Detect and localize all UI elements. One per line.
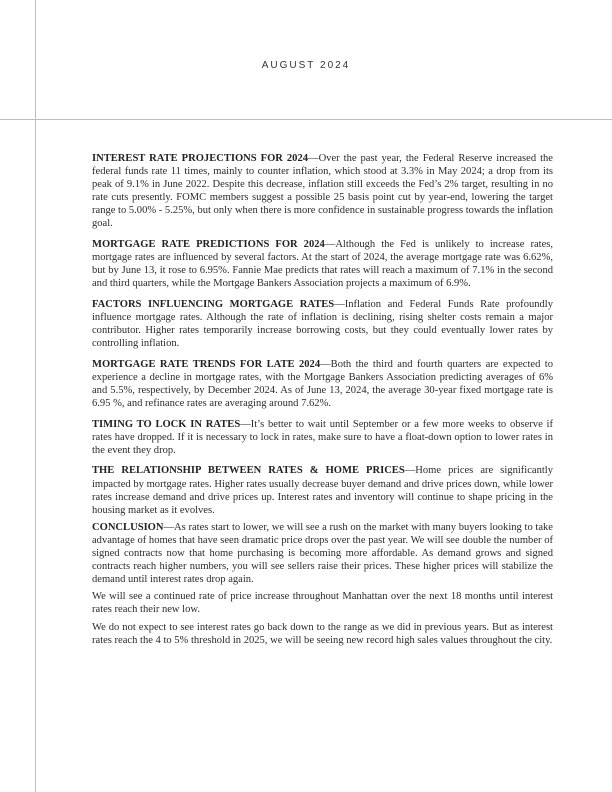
section-heading: MORTGAGE RATE PREDICTIONS FOR 2024: [92, 239, 325, 251]
article-body: [92, 152, 553, 651]
section-text: Although the Fed is unlikely to increase rates, mortgage rates are influenced by several factors. At the start of 2024, the average mortgage rate was 6.62%, but by June 13, it rose to 6.95%. Fannie Mae predicts that rates will reach a maximum of 7.1% in the second and third quarters, while the Mortgage Bankers Association projects a maximum of 6.9%.: [92, 239, 553, 290]
header-divider-rule: [0, 119, 612, 120]
section-text: As rates start to lower, we will see a rush on the market with many buyers looking to take advantage of homes that have seen dramatic price drops over the past year. We will see double the number of signed contracts now that home purchasing is becoming more affordable. As demand grows and signed contracts reach higher numbers, you will see sellers raise their prices. These higher prices will stabilize the demand until interest rates drop again.: [92, 521, 553, 586]
section-mortgage-rate-predictions: MORTGAGE RATE PREDICTIONS FOR 2024—Although the Fed is unlikely to increase rates, mortgage rates are influenced by several factors. At the start of 2024, the average mortgage rate was 6.62%, but by June 13, it rose to 6.95%. Fannie Mae predicts that rates will reach a maximum of 7.1% in the second and third quarters, while the Mortgage Bankers Association projects a maximum of 6.9%.: [92, 239, 553, 290]
closing-paragraph: We do not expect to see interest rates go back down to the range as we did in previous years. But as interest rates reach the 4 to 5% threshold in 2025, we will be seeing new record high sales values throughout the city.: [92, 621, 553, 646]
section-text: Over the past year, the Federal Reserve increased the federal funds rate 11 times, mainly to counter inflation, which stood at 3.3% in May 2024; a drop from its peak of 9.1% in June 2022. Despite this decrease, inflation still exceeds the Fed’s 2% target, resulting in no rate cuts presently. FOMC members suggest a possible 25 basis point cut by year-end, lowering the target range to 5.00% - 5.25%, but only when there is more confidence in sustainable progress towards the inflation goal.: [92, 153, 554, 230]
section-text: Inflation and Federal Funds Rate profoundly influence mortgage rates. Although the rate of inflation is declining, rising shelter costs remain a major contributor. Higher rates temporarily increase borrowing costs, but they could eventually lower rates by controlling inflation.: [92, 298, 553, 350]
section-conclusion: CONCLUSION—As rates start to lower, we will see a rush on the market with many buyers looking to take advantage of homes that have seen dramatic price drops over the past year. We will see double the number of signed contracts now that home purchasing is becoming more affordable. As demand grows and signed contracts reach higher numbers, you will see sellers raise their prices. These higher prices will stabilize the demand until interest rates drop again.: [92, 521, 553, 586]
section-mortgage-rate-trends: MORTGAGE RATE TRENDS FOR LATE 2024—Both the third and fourth quarters are expected to experience a decline in mortgage rates, with the Mortgage Bankers Association predicting averages of 6% and 5.5%, respectively, by December 2024. As of June 13, 2024, the average 30-year fixed mortgage rate is 6.95 %, and refinance rates are averaging around 7.62%.: [92, 358, 554, 410]
section-text: It’s better to wait until September or a few more weeks to observe if rates have dropped. If it is necessary to lock in rates, make sure to have a float-down option to lower rates in the event they drop.: [92, 418, 553, 456]
section-rates-and-home-prices: THE RELATIONSHIP BETWEEN RATES & HOME PRICES—Home prices are significantly impacted by mortgage rates. Higher rates usually decrease buyer demand and drive prices down, while lower rates increase demand and drive prices up. Interest rates and inventory will continue to shape pricing in the housing market as it evolves.: [92, 465, 553, 516]
section-heading: THE RELATIONSHIP BETWEEN RATES & HOME PRICES: [92, 465, 405, 477]
section-heading: CONCLUSION: [92, 521, 164, 533]
section-text: Home prices are significantly impacted by mortgage rates. Higher rates usually decrease buyer demand and drive prices down, while lower rates increase demand and drive prices up. Interest rates and inventory will continue to shape pricing in the housing market as it evolves.: [92, 465, 553, 516]
section-text: Both the third and fourth quarters are expected to experience a decline in mortgage rates, with the Mortgage Bankers Association predicting averages of 6% and 5.5%, respectively, by December 2024. As of June 13, 2024, the average 30-year fixed mortgage rate is 6.95 %, and refinance rates are averaging around 7.62%.: [92, 358, 554, 410]
section-timing-to-lock: TIMING TO LOCK IN RATES—It’s better to wait until September or a few more weeks to observe if rates have dropped. If it is necessary to lock in rates, make sure to have a float-down option to lower rates in the event they drop.: [92, 418, 553, 456]
section-heading: MORTGAGE RATE TRENDS FOR LATE 2024: [92, 358, 321, 370]
section-heading: TIMING TO LOCK IN RATES: [92, 418, 241, 430]
section-heading: INTEREST RATE PROJECTIONS FOR 2024: [92, 153, 309, 164]
closing-paragraph: We will see a continued rate of price increase throughout Manhattan over the next 18 months until interest rates reach their new low.: [92, 591, 553, 616]
section-interest-rate-projections: INTEREST RATE PROJECTIONS FOR 2024—Over the past year, the Federal Reserve increased the federal funds rate 11 times, mainly to counter inflation, which stood at 3.3% in May 2024; a drop from its peak of 9.1% in June 2022. Despite this decrease, inflation still exceeds the Fed’s 2% target, resulting in no rate cuts presently. FOMC members suggest a possible 25 basis point cut by year-end, lowering the target range to 5.00% - 5.25%, but only when there is more confidence in sustainable progress towards the inflation goal.: [92, 153, 554, 230]
page-header-date: AUGUST 2024: [261, 60, 351, 71]
section-factors-influencing: FACTORS INFLUENCING MORTGAGE RATES—Inflation and Federal Funds Rate profoundly influence mortgage rates. Although the rate of inflation is declining, rising shelter costs remain a major contributor. Higher rates temporarily increase borrowing costs, but they could eventually lower rates by controlling inflation.: [92, 298, 553, 350]
section-heading: FACTORS INFLUENCING MORTGAGE RATES: [92, 298, 335, 310]
